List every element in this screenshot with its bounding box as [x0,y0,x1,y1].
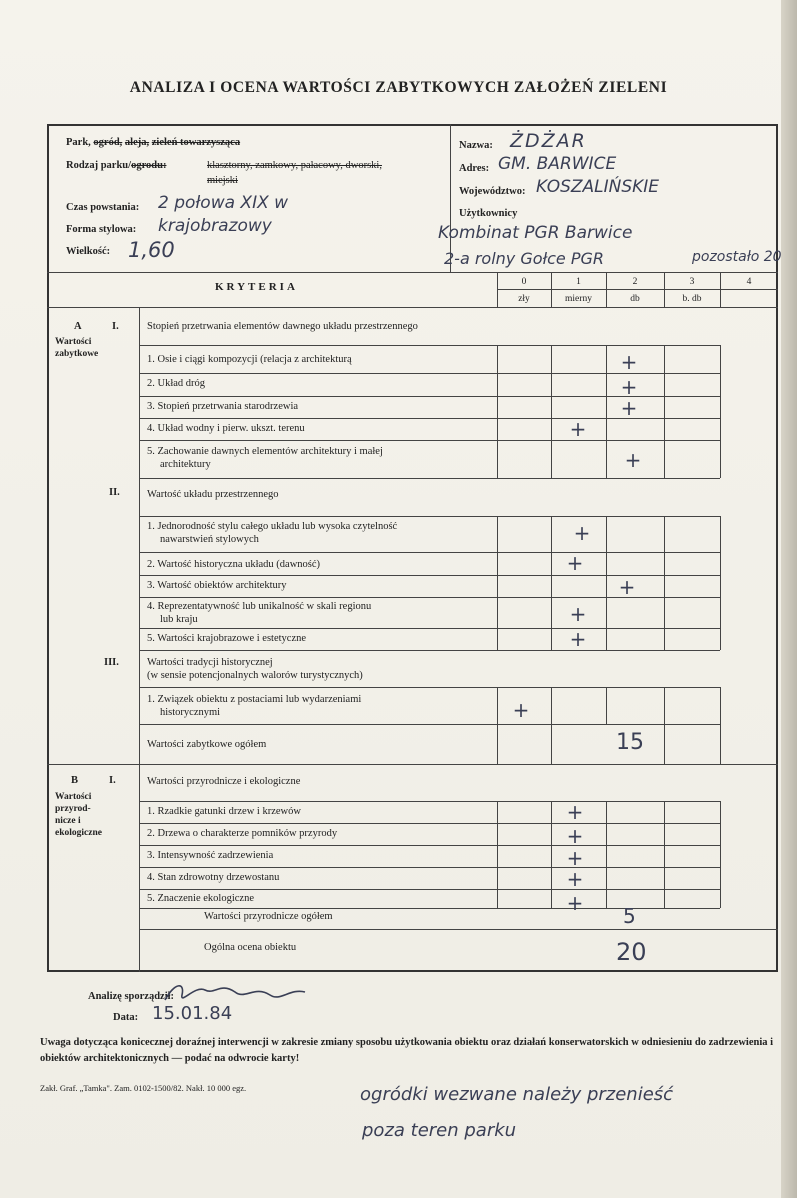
rule [497,516,498,650]
b-total-label: Wartości przyrodnicze ogółem [204,911,333,922]
rule [139,687,720,688]
mark-b1-4: + [566,867,584,891]
mark-a2-4: + [569,602,587,626]
a2-item-3: 3. Wartość obiektów architektury [147,580,287,591]
uzytkownicy-label: Użytkownicy [459,208,518,219]
rule [497,801,498,908]
section-a-label: Wartości zabytkowe [55,337,99,359]
b-total-value: 5 [623,904,636,928]
col-num-3: 3 [689,277,695,287]
mark-a2-5: + [569,627,587,651]
b1-title: Wartości przyrodnicze i ekologiczne [147,776,301,787]
a2-item-5: 5. Wartości krajobrazowe i estetyczne [147,633,307,644]
b1-item-5: 5. Znaczenie ekologiczne [147,893,254,904]
rule [139,345,720,346]
mark-a1-1: + [620,350,638,374]
rodzaj-options: klasztorny, zamkowy, pałacowy, dworski, [207,160,382,171]
section-a2-roman: II. [109,487,120,498]
b1-item-1: 1. Rzadkie gatunki drzew i krzewów [147,806,301,817]
wojewodztwo-label: Województwo: [459,186,526,197]
uzytkownicy-value-3: pozostało 20 [692,249,782,265]
b1-item-2: 2. Drzewa o charakterze pomników przyrody [147,828,338,839]
a1-item-4: 4. Układ wodny i pierw. ukszt. terenu [147,423,305,434]
czas-value: 2 połowa XIX w [158,193,289,213]
col-label-3: b. db [682,294,702,304]
mark-b1-2: + [566,824,584,848]
col-num-2: 2 [632,277,638,287]
a1-item-1: 1. Osie i ciągi kompozycji (relacja z architekturą [147,354,352,365]
handwritten-note-1: ogródki wezwane należy przenieść [360,1084,674,1105]
document-title: ANALIZA I OCENA WARTOŚCI ZABYTKOWYCH ZAŁOŻEŃ ZIELENI [129,79,668,96]
adres-value: GM. BARWICE [498,154,617,174]
wojewodztwo-value: KOSZALIŃSKIE [536,177,660,197]
mark-a1-2: + [620,375,638,399]
section-a-letter: A [74,321,82,332]
rule [664,345,665,478]
a1-item-3: 3. Stopień przetrwania starodrzewia [147,401,299,412]
rule [551,345,552,478]
rule [139,628,720,629]
mark-a2-2: + [566,551,584,575]
mark-b1-5: + [566,891,584,915]
rule [497,687,498,764]
rule [139,650,720,651]
a1-title: Stopień przetrwania elementów dawnego układu przestrzennego [147,321,418,332]
mark-a1-3: + [620,396,638,420]
rule [139,929,778,930]
col-label-0: zły [518,294,530,304]
a2-item-1-cont: nawarstwień stylowych [160,534,259,545]
rule [139,516,720,517]
rule [139,552,720,553]
rule [720,687,721,764]
rule [720,801,721,908]
b1-item-3: 3. Intensywność zadrzewienia [147,850,274,861]
rule [664,801,665,908]
rule [664,516,665,650]
uzytkownicy-value-1: Kombinat PGR Barwice [438,223,633,243]
section-b-label-4: ekologiczne [55,828,102,838]
section-a3-roman: III. [104,657,119,668]
park-label: Park, ogród, aleja, zieleń towarzysząca [66,137,241,148]
col-label-1: mierny [565,294,592,304]
a-total-label: Wartości zabytkowe ogółem [147,739,267,750]
rule [139,823,720,824]
rule [139,440,720,441]
a2-item-1: 1. Jednorodność stylu całego układu lub wysoka czytelność [147,521,398,532]
forma-value: krajobrazowy [158,216,272,236]
rule [139,845,720,846]
section-b-label-3: nicze i [55,816,81,826]
a1-item-5: 5. Zachowanie dawnych elementów architektury i małej [147,446,383,457]
a3-item-1: 1. Związek obiektu z postaciami lub wydarzeniami [147,694,362,705]
section-b-label-1: Wartości [55,792,92,802]
a1-item-2: 2. Układ dróg [147,378,206,389]
adres-label: Adres: [459,163,490,174]
uzytkownicy-value-2: 2-a rolny Gołce PGR [444,249,605,268]
forma-label: Forma stylowa: [66,224,137,235]
data-value: 15.01.84 [152,1003,233,1024]
overall-value: 20 [616,938,647,966]
nazwa-value: ŻDŻAR [510,130,587,152]
b1-item-4: 4. Stan zdrowotny drzewostanu [147,872,280,883]
a1-item-5-cont: architektury [160,459,211,470]
rule [551,801,552,908]
col-num-4: 4 [746,277,752,287]
section-b-label-2: przyrod- [55,804,91,814]
rodzaj-options-line2: miejski [207,175,238,186]
analiza-label: Analizę sporządził: [88,991,175,1002]
col-num-1: 1 [576,277,581,287]
rule [497,345,498,478]
a2-item-4-cont: lub kraju [160,614,198,625]
wielkosc-label: Wielkość: [66,246,111,257]
rule [551,687,552,764]
col-label-2: db [630,294,640,304]
mark-a1-5: + [624,448,642,472]
rule [47,764,778,765]
rule [720,345,721,478]
rule [606,801,607,908]
rule [606,516,607,650]
rule [47,272,778,273]
rule [720,516,721,650]
rule [139,801,720,802]
a3-title-1: Wartości tradycji historycznej [147,657,273,668]
kryteria-label: KRYTERIA [215,281,298,293]
a3-title-2: (w sensie potencjonalnych walorów turystycznych) [147,670,363,681]
print-info: Zakł. Graf. „Tamka". Zam. 0102-1500/82. Nakł. 10 000 egz. [40,1083,247,1093]
mark-b1-3: + [566,846,584,870]
rule [139,724,720,725]
rule [664,687,665,764]
section-b1-roman: I. [109,775,116,786]
data-label: Data: [113,1012,139,1023]
a3-item-1-cont: historycznymi [160,707,221,718]
rule [47,307,778,308]
rule [606,687,607,724]
mark-a2-3: + [618,575,636,599]
paper-edge [781,0,797,1198]
rule [497,289,778,290]
a2-title: Wartość układu przestrzennego [147,489,279,500]
a2-item-2: 2. Wartość historyczna układu (dawność) [147,559,321,570]
mark-a1-4: + [569,417,587,441]
section-a1-roman: I. [112,321,119,332]
a-total-value: 15 [616,730,644,755]
section-b-letter: B [71,775,79,786]
uwaga-note: Uwaga dotycząca konicecznej doraźnej interwencji w zakresie zmiany sposobu użytkowania obiektu oraz działań konserwatorskich w odniesieniu do zadrzewienia i obiektów architektonicznych — podać na odwrocie karty! [40,1037,774,1064]
mark-b1-1: + [566,800,584,824]
nazwa-label: Nazwa: [459,140,493,151]
rule [551,516,552,650]
handwritten-note-2: poza teren parku [362,1120,517,1141]
mark-a2-1: + [573,521,591,545]
rule [139,889,720,890]
rule [139,478,720,479]
rule [139,867,720,868]
rule [606,345,607,478]
mark-a3-1: + [512,698,530,722]
a2-item-4: 4. Reprezentatywność lub unikalność w skali regionu [147,601,372,612]
wielkosc-value: 1,60 [128,238,175,262]
overall-label: Ogólna ocena obiektu [204,942,297,953]
rule [139,307,140,972]
czas-label: Czas powstania: [66,202,140,213]
rodzaj-label: Rodzaj parku/ogrodu: [66,160,167,171]
col-num-0: 0 [521,277,527,287]
